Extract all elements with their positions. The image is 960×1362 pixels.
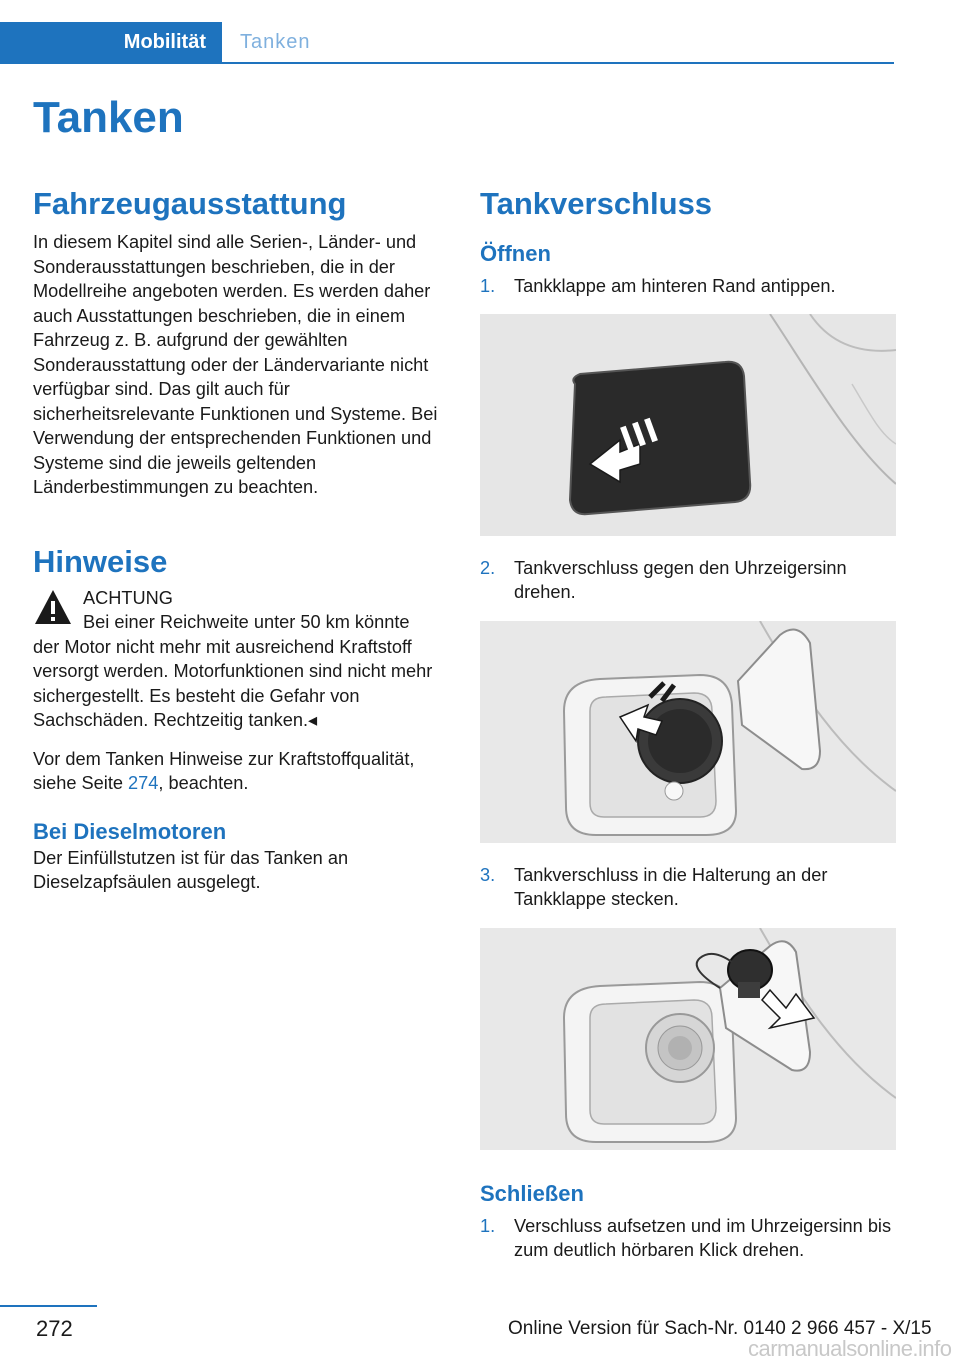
warning-title: ACHTUNG — [83, 587, 173, 608]
step-open-2 — [480, 556, 896, 605]
paragraph-fahrzeugausstattung: In diesem Kapitel sind alle Serien-, Länder- und Sonderausstattungen beschrieben, die in der Modellreihe angeboten werden. Es werden daher auch Ausstattungen beschrieben, die in einem Fahrzeug z. B. aufgrund der gewählten Sonderausstattung oder der Ländervariante nicht verfügbar sind. Das gilt auch für sicherheitsrelevante Funktionen und Systeme. Bei Verwendung der entsprechenden Funktionen und Systeme sind die jeweils geltenden Länderbestimmungen zu beachten. — [33, 232, 438, 497]
page-number-rule — [0, 1305, 97, 1307]
figure-fuel-flap-closed — [480, 314, 896, 536]
figure-cap-holder — [480, 928, 896, 1150]
warning-text: der Motor nicht mehr mit ausreichend Kraftstoff versorgt werden. Motorfunktionen sind nicht mehr sichergestellt. Es besteht die Gefahr von Sachschäden. Rechtzeitig tanken.◂ — [33, 636, 433, 730]
page-title: Tanken — [33, 93, 184, 142]
page-link-274[interactable]: 274 — [128, 773, 159, 793]
step-close-1 — [480, 1214, 896, 1263]
page-number: 272 — [36, 1316, 73, 1341]
warning-triangle-icon — [33, 588, 73, 626]
heading-oeffnen: Öffnen — [480, 241, 551, 266]
figure-cap-turn — [480, 621, 896, 843]
paragraph-dieselmotoren: Der Einfüllstutzen ist für das Tanken an Dieselzapfsäulen ausgelegt. — [33, 847, 349, 892]
heading-tankverschluss: Tankverschluss — [480, 186, 713, 221]
note-text-before: Vor dem Tanken Hinweise zur Kraftstoffqualität, siehe Seite — [33, 748, 415, 793]
step-number: 1. — [480, 276, 496, 296]
heading-schliessen: Schließen — [480, 1180, 584, 1206]
heading-fahrzeugausstattung: Fahrzeugausstattung — [33, 186, 347, 221]
step-number: 2. — [480, 557, 496, 578]
step-text: Tankverschluss in die Halterung an der Tankklappe stecken. — [514, 864, 828, 909]
step-number: 3. — [480, 864, 496, 885]
heading-hinweise: Hinweise — [33, 543, 168, 579]
watermark: carmanualsonline.info — [748, 1336, 952, 1361]
fuel-quality-note — [33, 747, 447, 796]
step-text: Tankklappe am hinteren Rand antippen. — [514, 276, 836, 296]
fuel-flap-illustration — [480, 314, 896, 536]
warning-block — [33, 586, 447, 733]
tab-tanken[interactable]: Tanken — [240, 30, 311, 53]
step-text: Tankverschluss gegen den Uhrzeigersinn drehen. — [514, 557, 847, 602]
heading-dieselmotoren: Bei Dieselmotoren — [33, 818, 227, 844]
tab-mobilitaet[interactable]: Mobilität — [0, 22, 222, 62]
right-column — [480, 186, 896, 1263]
cap-holder-illustration — [480, 928, 896, 1150]
online-version-text: Online Version für Sach-Nr. 0140 2 966 457 - X/15 — [508, 1318, 932, 1339]
step-number: 1. — [480, 1215, 496, 1236]
left-column — [33, 186, 447, 895]
note-text-after: , beachten. — [158, 773, 249, 793]
header-bar — [0, 22, 894, 64]
step-open-1 — [480, 274, 896, 299]
cap-turn-illustration — [480, 621, 896, 843]
warning-line1: Bei einer Reichweite unter 50 km könnte — [83, 612, 410, 632]
step-text: Verschluss aufsetzen und im Uhrzeigersinn bis zum deutlich hörbaren Klick drehen. — [514, 1215, 892, 1260]
step-open-3 — [480, 863, 896, 912]
